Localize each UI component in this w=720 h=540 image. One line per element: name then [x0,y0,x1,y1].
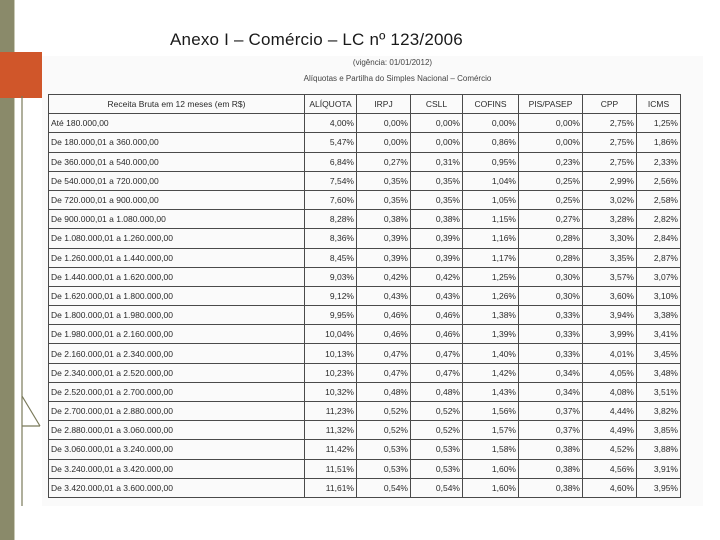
table-row [49,325,681,344]
cell-faixa: De 2.880.000,01 a 3.060.000,00 [49,421,305,440]
cell-pis: 0,34% [519,363,583,382]
cell-csll: 0,53% [411,440,463,459]
cell-csll: 0,52% [411,402,463,421]
cell-csll: 0,35% [411,171,463,190]
cell-cofins: 1,15% [463,210,519,229]
cell-cofins: 1,56% [463,402,519,421]
table-row [49,171,681,190]
cell-faixa: De 540.000,01 a 720.000,00 [49,171,305,190]
cell-irpj: 0,46% [357,325,411,344]
cell-icms: 3,85% [637,421,681,440]
table-row [49,190,681,209]
cell-cpp: 3,57% [583,267,637,286]
cell-aliquota: 10,04% [305,325,357,344]
cell-irpj: 0,43% [357,286,411,305]
header-irpj: IRPJ [357,95,411,114]
cell-icms: 3,91% [637,459,681,478]
table-row [49,421,681,440]
cell-icms: 1,86% [637,133,681,152]
cell-faixa: De 3.240.000,01 a 3.420.000,00 [49,459,305,478]
cell-csll: 0,46% [411,306,463,325]
cell-cpp: 4,05% [583,363,637,382]
cell-cpp: 4,01% [583,344,637,363]
cell-icms: 2,33% [637,152,681,171]
cell-cofins: 1,16% [463,229,519,248]
cell-cofins: 1,17% [463,248,519,267]
cell-csll: 0,54% [411,478,463,497]
cell-pis: 0,33% [519,344,583,363]
table-row [49,267,681,286]
cell-icms: 3,82% [637,402,681,421]
cell-faixa: De 720.000,01 a 900.000,00 [49,190,305,209]
table-row [49,114,681,133]
cell-cpp: 3,35% [583,248,637,267]
cell-csll: 0,00% [411,133,463,152]
cell-pis: 0,38% [519,478,583,497]
cell-csll: 0,53% [411,459,463,478]
cell-csll: 0,39% [411,248,463,267]
header-pis: PIS/PASEP [519,95,583,114]
table-row [49,459,681,478]
cell-cpp: 4,44% [583,402,637,421]
cell-cofins: 1,57% [463,421,519,440]
cell-pis: 0,37% [519,402,583,421]
cell-irpj: 0,48% [357,382,411,401]
cell-faixa: De 3.060.000,01 a 3.240.000,00 [49,440,305,459]
cell-csll: 0,00% [411,114,463,133]
cell-faixa: De 1.980.000,01 a 2.160.000,00 [49,325,305,344]
cell-irpj: 0,47% [357,363,411,382]
cell-cpp: 2,99% [583,171,637,190]
table-row [49,402,681,421]
cell-csll: 0,42% [411,267,463,286]
cell-cofins: 1,25% [463,267,519,286]
header-icms: ICMS [637,95,681,114]
cell-cpp: 2,75% [583,114,637,133]
cell-aliquota: 9,12% [305,286,357,305]
cell-pis: 0,30% [519,286,583,305]
cell-aliquota: 11,51% [305,459,357,478]
cell-cpp: 4,60% [583,478,637,497]
cell-cpp: 2,75% [583,152,637,171]
cell-aliquota: 7,54% [305,171,357,190]
cell-faixa: De 180.000,01 a 360.000,00 [49,133,305,152]
cell-csll: 0,48% [411,382,463,401]
table-row [49,133,681,152]
cell-pis: 0,25% [519,190,583,209]
cell-irpj: 0,35% [357,171,411,190]
cell-cofins: 1,43% [463,382,519,401]
cell-aliquota: 10,13% [305,344,357,363]
cell-cofins: 0,95% [463,152,519,171]
cell-irpj: 0,39% [357,229,411,248]
cell-pis: 0,28% [519,229,583,248]
cell-cpp: 4,49% [583,421,637,440]
cell-faixa: De 3.420.000,01 a 3.600.000,00 [49,478,305,497]
cell-icms: 2,82% [637,210,681,229]
cell-cpp: 4,52% [583,440,637,459]
cell-irpj: 0,52% [357,402,411,421]
cell-csll: 0,39% [411,229,463,248]
cell-cofins: 1,42% [463,363,519,382]
cell-csll: 0,47% [411,344,463,363]
cell-faixa: De 2.700.000,01 a 2.880.000,00 [49,402,305,421]
cell-icms: 3,48% [637,363,681,382]
cell-faixa: De 2.160.000,01 a 2.340.000,00 [49,344,305,363]
cell-aliquota: 8,36% [305,229,357,248]
cell-csll: 0,46% [411,325,463,344]
cell-aliquota: 10,23% [305,363,357,382]
cell-icms: 3,45% [637,344,681,363]
cell-irpj: 0,27% [357,152,411,171]
cell-pis: 0,34% [519,382,583,401]
cell-icms: 2,58% [637,190,681,209]
header-aliquota: ALÍQUOTA [305,95,357,114]
cell-aliquota: 11,32% [305,421,357,440]
rates-table [48,94,681,498]
cell-pis: 0,38% [519,440,583,459]
cell-aliquota: 4,00% [305,114,357,133]
cell-faixa: De 1.440.000,01 a 1.620.000,00 [49,267,305,286]
cell-pis: 0,33% [519,306,583,325]
document-heading: Alíquotas e Partilha do Simples Nacional – Comércio [303,74,492,83]
cell-icms: 3,51% [637,382,681,401]
cell-pis: 0,33% [519,325,583,344]
cell-irpj: 0,00% [357,133,411,152]
accent-block [0,52,42,98]
header-csll: CSLL [411,95,463,114]
cell-aliquota: 7,60% [305,190,357,209]
cell-pis: 0,00% [519,114,583,133]
cell-cpp: 3,60% [583,286,637,305]
cell-icms: 3,88% [637,440,681,459]
cell-aliquota: 11,61% [305,478,357,497]
cell-aliquota: 9,95% [305,306,357,325]
arrow-right-icon [20,96,44,516]
cell-icms: 3,07% [637,267,681,286]
header-cofins: COFINS [463,95,519,114]
cell-pis: 0,30% [519,267,583,286]
cell-icms: 3,41% [637,325,681,344]
cell-aliquota: 9,03% [305,267,357,286]
document-subtitle: (vigência: 01/01/2012) [352,58,433,67]
cell-pis: 0,38% [519,459,583,478]
cell-irpj: 0,39% [357,248,411,267]
cell-cofins: 1,60% [463,478,519,497]
cell-aliquota: 5,47% [305,133,357,152]
cell-cofins: 1,40% [463,344,519,363]
cell-faixa: Até 180.000,00 [49,114,305,133]
table-row [49,210,681,229]
cell-irpj: 0,53% [357,440,411,459]
cell-icms: 2,87% [637,248,681,267]
cell-pis: 0,28% [519,248,583,267]
table-row [49,478,681,497]
cell-irpj: 0,42% [357,267,411,286]
cell-csll: 0,52% [411,421,463,440]
cell-pis: 0,37% [519,421,583,440]
table-row [49,440,681,459]
header-receita: Receita Bruta em 12 meses (em R$) [49,95,305,114]
cell-irpj: 0,38% [357,210,411,229]
cell-cofins: 0,00% [463,114,519,133]
cell-csll: 0,35% [411,190,463,209]
cell-cpp: 3,99% [583,325,637,344]
scanned-document [42,56,703,506]
cell-irpj: 0,35% [357,190,411,209]
cell-aliquota: 11,23% [305,402,357,421]
cell-irpj: 0,53% [357,459,411,478]
cell-faixa: De 2.340.000,01 a 2.520.000,00 [49,363,305,382]
header-cpp: CPP [583,95,637,114]
cell-faixa: De 1.260.000,01 a 1.440.000,00 [49,248,305,267]
table-header-row [49,95,681,114]
cell-irpj: 0,46% [357,306,411,325]
cell-cofins: 0,86% [463,133,519,152]
table-row [49,382,681,401]
cell-irpj: 0,52% [357,421,411,440]
table-row [49,152,681,171]
cell-pis: 0,23% [519,152,583,171]
cell-aliquota: 6,84% [305,152,357,171]
cell-icms: 3,38% [637,306,681,325]
cell-aliquota: 11,42% [305,440,357,459]
cell-aliquota: 8,45% [305,248,357,267]
cell-icms: 3,95% [637,478,681,497]
cell-cpp: 2,75% [583,133,637,152]
cell-cofins: 1,38% [463,306,519,325]
cell-irpj: 0,54% [357,478,411,497]
cell-aliquota: 10,32% [305,382,357,401]
cell-cpp: 3,28% [583,210,637,229]
cell-pis: 0,25% [519,171,583,190]
cell-icms: 2,56% [637,171,681,190]
table-row [49,363,681,382]
cell-faixa: De 360.000,01 a 540.000,00 [49,152,305,171]
cell-cofins: 1,26% [463,286,519,305]
cell-pis: 0,27% [519,210,583,229]
cell-cpp: 3,94% [583,306,637,325]
cell-cofins: 1,05% [463,190,519,209]
cell-icms: 3,10% [637,286,681,305]
cell-icms: 1,25% [637,114,681,133]
cell-cpp: 4,56% [583,459,637,478]
cell-pis: 0,00% [519,133,583,152]
table-row [49,229,681,248]
cell-irpj: 0,47% [357,344,411,363]
cell-faixa: De 1.800.000,01 a 1.980.000,00 [49,306,305,325]
table-row [49,306,681,325]
cell-faixa: De 900.000,01 a 1.080.000,00 [49,210,305,229]
slide-title: Anexo I – Comércio – LC nº 123/2006 [170,30,463,49]
cell-csll: 0,43% [411,286,463,305]
cell-cpp: 3,30% [583,229,637,248]
cell-csll: 0,47% [411,363,463,382]
table-row [49,344,681,363]
table-row [49,248,681,267]
cell-icms: 2,84% [637,229,681,248]
cell-cofins: 1,39% [463,325,519,344]
cell-aliquota: 8,28% [305,210,357,229]
table-row [49,286,681,305]
cell-faixa: De 1.080.000,01 a 1.260.000,00 [49,229,305,248]
cell-csll: 0,31% [411,152,463,171]
cell-csll: 0,38% [411,210,463,229]
cell-cpp: 3,02% [583,190,637,209]
cell-faixa: De 2.520.000,01 a 2.700.000,00 [49,382,305,401]
cell-cpp: 4,08% [583,382,637,401]
cell-irpj: 0,00% [357,114,411,133]
cell-cofins: 1,60% [463,459,519,478]
cell-cofins: 1,58% [463,440,519,459]
cell-cofins: 1,04% [463,171,519,190]
cell-faixa: De 1.620.000,01 a 1.800.000,00 [49,286,305,305]
